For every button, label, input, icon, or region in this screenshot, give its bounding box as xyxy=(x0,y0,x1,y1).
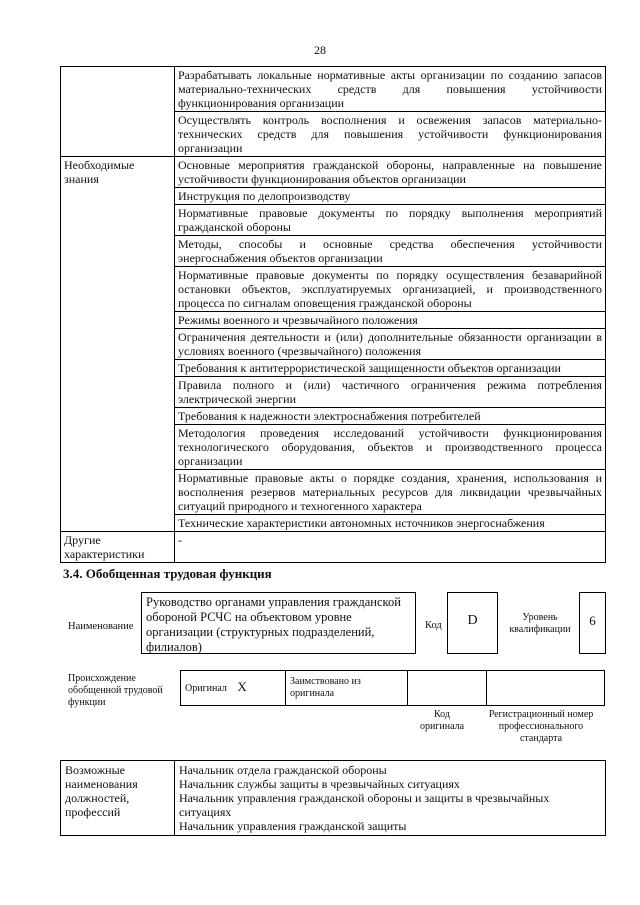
table-row xyxy=(181,671,605,706)
knowledge-item: Инструкция по делопроизводству xyxy=(175,188,606,205)
original-label: Оригинал xyxy=(185,683,227,694)
other-characteristics-label: Другие характеристики xyxy=(61,532,175,563)
knowledge-table xyxy=(60,66,606,563)
knowledge-item: Режимы военного и чрезвычайного положения xyxy=(175,312,606,329)
position-item: Начальник службы защиты в чрезвычайных ситуациях xyxy=(179,777,460,791)
knowledge-item: Методы, способы и основные средства обеспечения устойчивости энергоснабжения объектов организации xyxy=(175,236,606,267)
page-number: 28 xyxy=(314,43,326,57)
skill-item: Разрабатывать локальные нормативные акты организации по созданию запасов материально-технических средств для повышения устойчивости функционирования организации xyxy=(175,67,606,112)
knowledge-item: Требования к надежности электроснабжения потребителей xyxy=(175,408,606,425)
knowledge-item: Нормативные правовые документы по порядку выполнения мероприятий гражданской обороны xyxy=(175,205,606,236)
table-row xyxy=(61,67,606,112)
knowledge-item: Методология проведения исследований устойчивости функционирования технологического оборудования, объектов и производственного процесса организации xyxy=(175,425,606,470)
table-row xyxy=(61,157,606,188)
position-item: Начальник отдела гражданской обороны xyxy=(179,763,387,777)
origin-label: Происхождение обобщенной трудовой функции xyxy=(68,673,163,708)
knowledge-label: Необходимые знания xyxy=(61,157,175,532)
origin-cell xyxy=(181,671,286,706)
skill-item: Осуществлять контроль восполнения и освежения запасов материально-технических средств для повышения устойчивости функционирования организации xyxy=(175,112,606,157)
knowledge-item: Ограничения деятельности и (или) дополнительные обязанности организации в условиях военного (чрезвычайного) положения xyxy=(175,329,606,360)
knowledge-item: Правила полного и (или) частичного ограничения режима потребления электрической энергии xyxy=(175,377,606,408)
borrowed-label: Заимствовано из оригинала xyxy=(286,671,408,706)
code-label: Код xyxy=(425,620,442,631)
function-name-value: Руководство органами управления гражданской обороной РСЧС на объектовом уровне организации (структурных подразделений, филиалов) xyxy=(141,592,416,654)
knowledge-item: Основные мероприятия гражданской обороны, направленные на повышение устойчивости функционирования объектов организации xyxy=(175,157,606,188)
knowledge-item: Нормативные правовые документы по порядку осуществления безаварийной остановки объектов, эксплуатируемых организацией, и производственного процесса по сигналам оповещения гражданской обороны xyxy=(175,267,606,312)
positions-label: Возможные наименования должностей, профессий xyxy=(61,761,175,836)
position-item: Начальник управления гражданской защиты xyxy=(179,819,407,833)
original-code-cell xyxy=(408,671,487,706)
original-mark: X xyxy=(237,679,247,694)
registration-number-cell xyxy=(487,671,605,706)
original-code-caption: Код оригинала xyxy=(419,709,465,732)
position-item: Начальник управления гражданской обороны и защиты в чрезвычайных ситуациях xyxy=(179,791,550,819)
other-characteristics-value: - xyxy=(175,532,606,563)
table-row xyxy=(61,761,606,836)
qualification-level-label: Уровень квалификации xyxy=(509,612,571,635)
function-name-label: Наименование xyxy=(68,621,134,632)
skills-label-cell xyxy=(61,67,175,157)
knowledge-item: Технические характеристики автономных источников энергоснабжения xyxy=(175,515,606,532)
qualification-level-value: 6 xyxy=(579,592,606,654)
section-title: 3.4. Обобщенная трудовая функция xyxy=(63,566,272,581)
knowledge-item: Требования к антитеррористической защищенности объектов организации xyxy=(175,360,606,377)
table-row xyxy=(61,532,606,563)
knowledge-item: Нормативные правовые акты о порядке создания, хранения, использования и восполнения резервов материальных ресурсов для ликвидации чрезвычайных ситуаций природного и техногенного характера xyxy=(175,470,606,515)
registration-number-caption: Регистрационный номер профессионального стандарта xyxy=(488,709,594,744)
positions-table xyxy=(60,760,606,836)
origin-table xyxy=(180,670,605,706)
positions-list xyxy=(175,761,606,836)
code-value: D xyxy=(447,592,498,654)
